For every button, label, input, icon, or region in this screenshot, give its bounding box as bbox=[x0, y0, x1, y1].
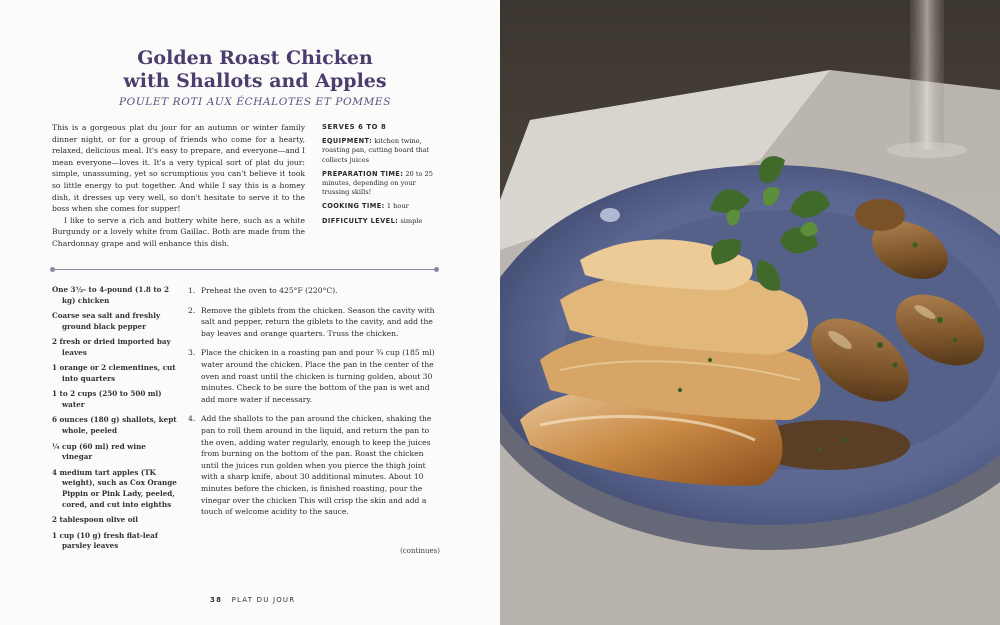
food-photo-page bbox=[500, 0, 1000, 625]
step-number: 3. bbox=[188, 348, 196, 358]
cooking-time-label: COOKING TIME: bbox=[322, 202, 385, 211]
step-number: 4. bbox=[188, 414, 196, 424]
page-footer bbox=[210, 596, 295, 604]
method-steps bbox=[188, 285, 440, 526]
ingredient-list bbox=[52, 285, 177, 557]
ingredient-item: 6 ounces (180 g) shallots, kept whole, peeled bbox=[52, 415, 177, 436]
recipe-title-line-2: with Shallots and Apples bbox=[123, 70, 387, 92]
step-text: Add the shallots to the pan around the chicken, shaking the pan to roll them around in the liquid, and return the pan to the oven, adding water regularly, enough to keep the juices from burning on the bottom of the pan. Roast the chicken until the juices run golden when you pierce the thigh joint with a sharp knife, about 30 additional minutes. About 10 minutes before the chicken, is finished roasting, pour the vinegar over the chicken This will crisp the skin and add a touch of welcome acidity to the sauce. bbox=[201, 414, 432, 517]
section-name: PLAT DU JOUR bbox=[231, 596, 296, 604]
cooking-time-value: 1 hour bbox=[386, 202, 409, 211]
page-number: 38 bbox=[210, 596, 223, 604]
step-text: Remove the giblets from the chicken. Season the cavity with salt and pepper, return the giblets to the cavity, and add the bay leaves and orange quarters. Truss the chicken. bbox=[201, 305, 435, 338]
ingredient-item: 1 orange or 2 clementines, cut into quarters bbox=[52, 363, 176, 384]
step-text: Place the chicken in a roasting pan and pour ¾ cup (185 ml) water around the chicken. Place the pan in the center of the oven and roast until the chicken is turning golden, about 30 minutes. Check to be sure the bottom of the pan is wet and add more water if necessary. bbox=[201, 348, 435, 404]
equipment-value: kitchen twine, roasting pan, cutting board that collects juices bbox=[322, 137, 430, 164]
cooking-time-info bbox=[322, 202, 440, 211]
recipe-subtitle: POULET ROTI AUX ÉCHALOTES ET POMMES bbox=[118, 96, 391, 108]
method-step bbox=[188, 305, 440, 340]
step-number: 1. bbox=[188, 286, 196, 295]
ingredient-item: 2 fresh or dried imported bay leaves bbox=[52, 337, 171, 357]
recipe-intro bbox=[52, 122, 305, 250]
method-step bbox=[188, 347, 440, 405]
prep-time-label: PREPARATION TIME: bbox=[322, 169, 404, 178]
ingredient-item: 4 medium tart apples (TK weight), such as Cox Orange Pippin or Pink Lady, peeled, cored, and cut into eighths bbox=[52, 467, 177, 510]
recipe-info-box bbox=[322, 123, 440, 231]
recipe-title-line-1: Golden Roast Chicken bbox=[137, 47, 373, 69]
step-number: 2. bbox=[188, 305, 196, 315]
equipment-label: EQUIPMENT: bbox=[322, 137, 373, 146]
recipe-title bbox=[60, 47, 450, 93]
method-step bbox=[188, 285, 440, 297]
ingredient-item: Coarse sea salt and freshly ground black pepper bbox=[52, 311, 161, 331]
equipment-info bbox=[322, 137, 440, 165]
intro-paragraph: This is a gorgeous plat du jour for an autumn or winter family dinner night, or for a group of friends who come for a hearty, relaxed, delicious meal. It's easy to prepare, and everyone—and I mean everyone—loves it. It's a very typical sort of plat du jour: simple, unassuming, yet so scrumptious you can't believe it took so little energy to put together. And while I say this is a homey dish, it dresses up very well, so don't hesitate to serve it to the boss when she comes for supper! bbox=[52, 123, 305, 214]
divider-dot-left bbox=[50, 267, 55, 272]
ingredient-item: ¼ cup (60 ml) red wine vinegar bbox=[52, 441, 146, 462]
difficulty-info bbox=[322, 217, 440, 226]
divider-dot-right bbox=[434, 267, 439, 272]
intro-paragraph: I like to serve a rich and buttery white here, such as a white Burgundy or a lovely white from Gaillac. Both are made from the Chardonnay grape and will enhance this dish. bbox=[52, 215, 305, 248]
section-divider bbox=[52, 269, 437, 270]
ingredient-item: 1 to 2 cups (250 to 500 ml) water bbox=[52, 389, 162, 410]
method-step bbox=[188, 413, 440, 517]
difficulty-label: DIFFICULTY LEVEL: bbox=[322, 216, 399, 225]
ingredient-item: 1 cup (10 g) fresh flat-leaf parsley leaves bbox=[52, 530, 158, 551]
ingredient-item: 2 tablespoon olive oil bbox=[52, 515, 138, 525]
serves-label: SERVES 6 TO 8 bbox=[322, 123, 387, 131]
ingredient-item: One 3½- to 4-pound (1.8 to 2 kg) chicken bbox=[52, 285, 169, 305]
difficulty-value: simple bbox=[400, 216, 423, 225]
prep-time-value: 20 to 25 minutes, depending on your trussing skills! bbox=[322, 169, 433, 197]
prep-time-info bbox=[322, 170, 440, 198]
continues-note: (continues) bbox=[400, 547, 440, 555]
step-text: Preheat the oven to 425°F (220°C). bbox=[201, 286, 338, 295]
roast-chicken-photo bbox=[500, 0, 1000, 625]
